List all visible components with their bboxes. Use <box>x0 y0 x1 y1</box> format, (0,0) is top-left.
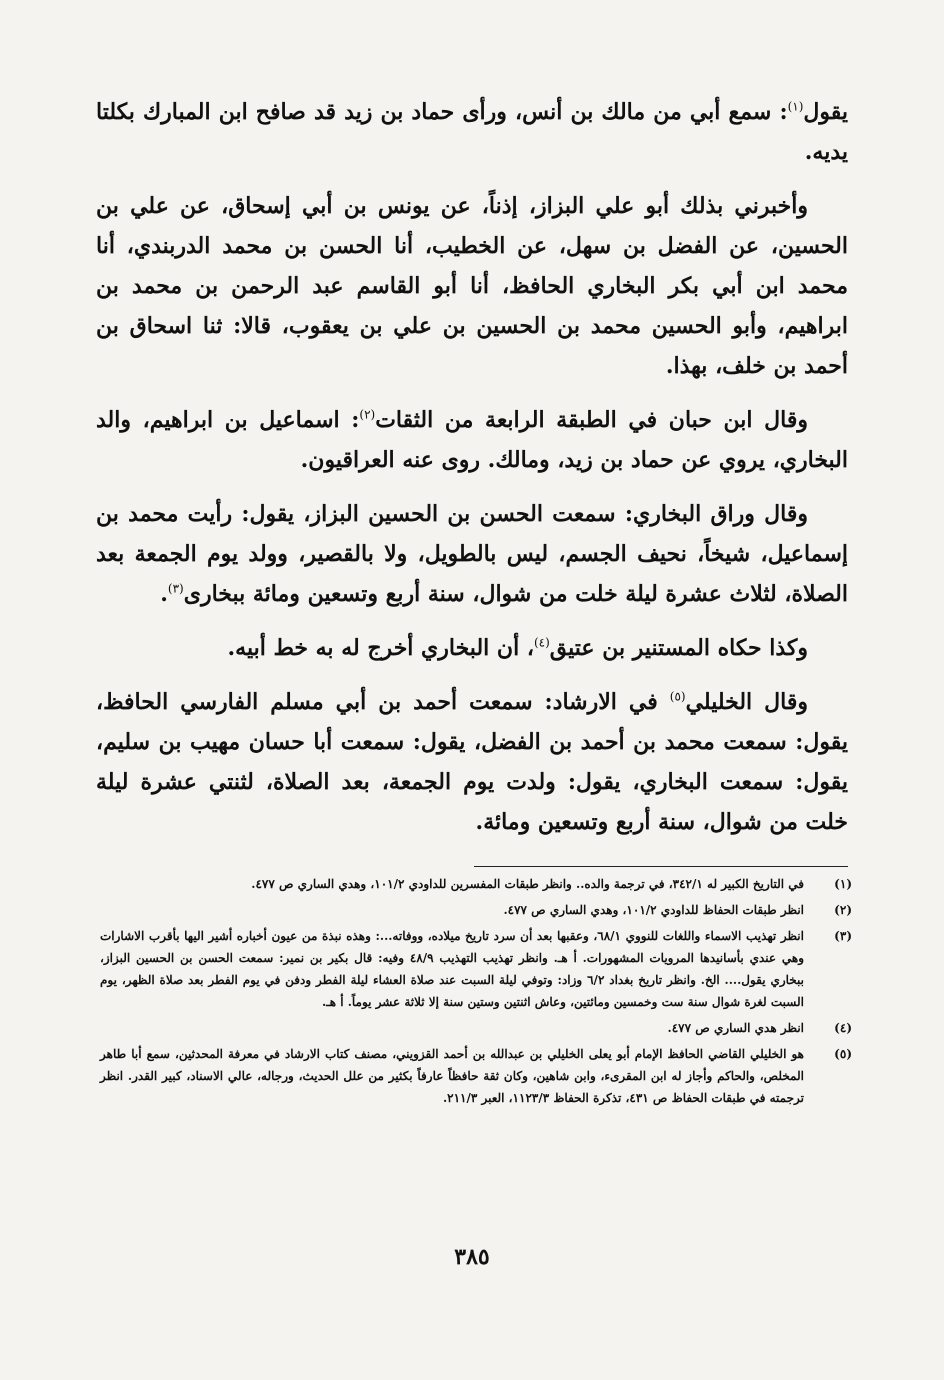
paragraph-4-end: . <box>160 581 168 607</box>
footnotes <box>100 873 852 1113</box>
footnote-text: انظر هدي الساري ص ٤٧٧. <box>667 1021 804 1035</box>
footnote-ref-3: (٣) <box>167 581 184 596</box>
paragraph-3-rest: : اسماعيل بن ابراهيم، والد البخاري، يروي عن حماد بن زيد، ومالك. روى عنه العراقيون. <box>96 407 848 473</box>
main-text <box>96 92 848 856</box>
footnote-number: (٤) <box>834 1021 852 1035</box>
paragraph-3-start: وقال ابن حبان في الطبقة الرابعة من الثقات <box>375 407 808 433</box>
footnote-4 <box>100 1017 852 1039</box>
footnote-text: انظر طبقات الحفاظ للداودي ١٠١/٢، وهدي الساري ص ٤٧٧. <box>503 903 804 917</box>
paragraph-3 <box>96 400 848 480</box>
footnote-number: (٥) <box>834 1047 852 1061</box>
footnote-ref-2: (٢) <box>359 407 376 422</box>
footnote-number: (٢) <box>834 903 852 917</box>
paragraph-6-start: وقال الخليلي <box>685 689 809 715</box>
footnote-5 <box>100 1043 852 1109</box>
page-number: ٣٨٥ <box>454 1244 490 1270</box>
paragraph-6-rest: في الارشاد: سمعت أحمد بن أبي مسلم الفارسي الحافظ، يقول: سمعت محمد بن أحمد بن الفضل، يقول: سمعت أبا حسان مهيب بن سليم، يقول: سمعت البخاري، يقول: ولدت يوم الجمعة، بعد الصلاة، لثنتي عشرة ليلة خلت من شوال، سنة أربع وتسعين ومائة. <box>96 689 848 835</box>
footnote-ref-1: (١) <box>787 99 804 114</box>
footnote-ref-4: (٤) <box>533 635 550 650</box>
footnote-text: هو الخليلي القاضي الحافظ الإمام أبو يعلى الخليلي بن عبدالله بن أحمد القزويني، مصنف كتاب الارشاد في معرفة المحدثين، سمع أبا طاهر المخلص، والحاكم وأجاز له ابن المقرىء، وابن شاهين، وكان ثقة حافظاً عارفاً بكثير من علل الحديث، ورجاله، عالي الاسناد، كبير القدر. انظر ترجمته في طبقات الحفاظ ص ٤٣١، تذكرة الحفاظ ١١٢٣/٣، العبر ٢١١/٣. <box>100 1047 804 1105</box>
paragraph-1 <box>96 92 848 172</box>
paragraph-2: وأخبرني بذلك أبو علي البزاز، إذناً، عن يونس بن أبي إسحاق، عن علي بن الحسين، عن الفضل بن سهل، عن الخطيب، أنا الحسن بن محمد الدربندي، أنا محمد ابن أبي بكر البخاري الحافظ، أنا أبو القاسم عبد الرحمن بن محمد بن ابراهيم، وأبو الحسين محمد بن الحسين بن علي بن يعقوب، قالا: ثنا اسحاق بن أحمد بن خلف، بهذا. <box>96 193 848 379</box>
footnote-separator <box>474 866 848 867</box>
footnote-number: (١) <box>834 877 852 891</box>
paragraph-1-start: يقول <box>803 99 848 125</box>
footnote-text: في التاريخ الكبير له ٣٤٢/١، في ترجمة والده.. وانظر طبقات المفسرين للداودي ١٠١/٢، وهدي الساري ص ٤٧٧. <box>251 877 804 891</box>
paragraph-4-start: وقال وراق البخاري: سمعت الحسن بن الحسين البزاز، يقول: رأيت محمد بن إسماعيل، شيخاً، نحيف الجسم، ليس بالطويل، ولا بالقصير، وولد يوم الجمعة بعد الصلاة، لثلاث عشرة ليلة خلت من شوال، سنة أربع وتسعين ومائة ببخارى <box>96 501 848 607</box>
paragraph-4 <box>96 494 848 614</box>
paragraph-6 <box>96 682 848 842</box>
paragraph-5-start: وكذا حكاه المستنير بن عتيق <box>549 635 808 661</box>
footnote-ref-5: (٥) <box>669 689 686 704</box>
paragraph-1-rest: : سمع أبي من مالك بن أنس، ورأى حماد بن زيد قد صافح ابن المبارك بكلتا يديه. <box>96 99 848 165</box>
footnote-1 <box>100 873 852 895</box>
paragraph-5-rest: ، أن البخاري أخرج له به خط أبيه. <box>227 635 534 661</box>
footnote-3 <box>100 925 852 1013</box>
footnote-text: انظر تهذيب الاسماء واللغات للنووي ٦٨/١، وعقبها بعد أن سرد تاريخ ميلاده، ووفاته...: وهذه نبذة من عيون أخباره أشير اليها بأقرب الاشارات وهي عندي بأسانيدها المرويات المشهورات. أ هـ. وانظر تهذيب التهذيب ٤٨/٩ وفيه: قال بكير بن نمير: سمعت الحسن بن الحسين البزاز، ببخاري يقول.... الخ. وانظر تاريخ بغداد ٦/٢ وزاد: وتوفي ليلة السبت عند صلاة العشاء ليلة الفطر ودفن في يوم الفطر بعد صلاة الظهر، يوم السبت لغرة شوال سنة ست وخمسين ومائتين، وعاش اثنتين وستين سنة إلا ثلاثة عشر يوماً. أ هـ. <box>100 929 804 1009</box>
footnote-2 <box>100 899 852 921</box>
footnote-number: (٣) <box>834 929 852 943</box>
paragraph-5 <box>96 628 848 668</box>
